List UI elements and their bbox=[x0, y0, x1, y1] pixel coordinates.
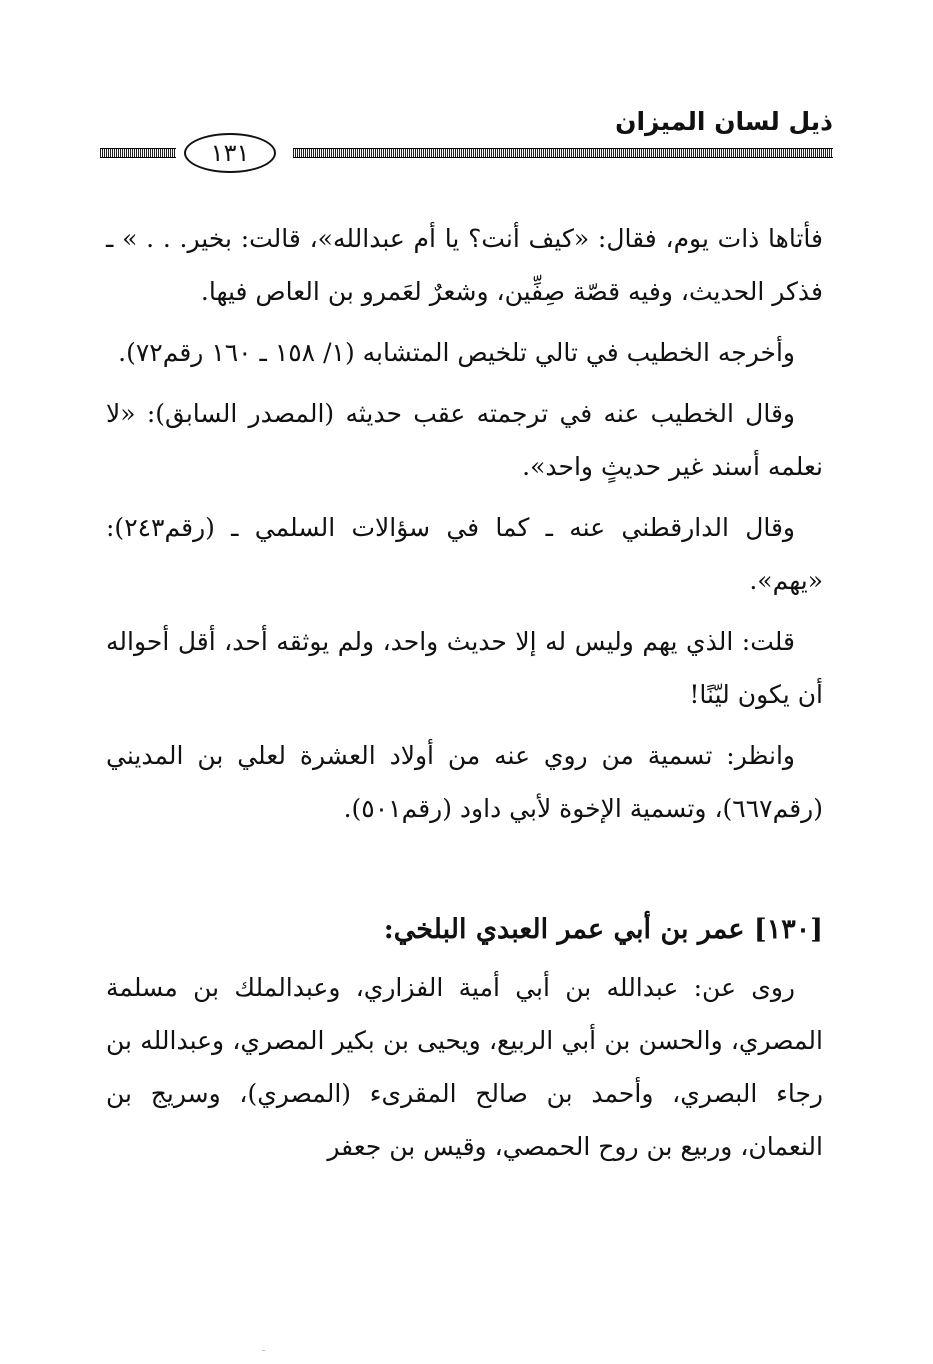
entry-heading: [١٣٠] عمر بن أبي عمر العبدي البلخي: bbox=[383, 914, 823, 945]
paragraph-daraqutni-quote: وقال الدارقطني عنه ـ كما في سؤالات السلمي ـ (رقم٢٤٣): «يهم». bbox=[106, 513, 823, 595]
header-rule-left bbox=[100, 148, 176, 158]
paragraph-narration: فأتاها ذات يوم، فقال: «كيف أنت؟ يا أم عبدالله»، قالت: بخير. . . » ـ فذكر الحديث، وفيه قصّة صِفِّين، وشعرٌ لعَمرو بن العاص فيها. bbox=[106, 224, 823, 306]
page-number: ١٣١ bbox=[184, 133, 276, 173]
entry-narrators-paragraph: روى عن: عبدالله بن أبي أمية الفزاري، وعبدالملك بن مسلمة المصري، والحسن بن أبي الربيع، ويحيى بن بكير المصري، وعبدالله بن رجاء البصري، وأحمد بن صالح المقرىء (المصري)، وسريج بن النعمان، وربيع بن روح الحمصي، وقيس بن جعفر bbox=[106, 973, 823, 1161]
page-content bbox=[106, 212, 823, 1181]
paragraph-khatib-quote: وقال الخطيب عنه في ترجمته عقب حديثه (المصدر السابق): «لا نعلمه أسند غير حديثٍ واحد». bbox=[106, 399, 823, 481]
section-spacer bbox=[106, 843, 823, 903]
paragraph-see-also: وانظر: تسمية من روي عنه من أولاد العشرة لعلي بن المديني (رقم٦٦٧)، وتسمية الإخوة لأبي داود (رقم٥٠١). bbox=[106, 741, 823, 823]
header-rule-right bbox=[293, 148, 833, 158]
page-header bbox=[100, 104, 833, 184]
book-title: ذيل لسان الميزان bbox=[615, 107, 833, 136]
paragraph-author-comment: قلت: الذي يهم وليس له إلا حديث واحد، ولم يوثقه أحد، أقل أحواله أن يكون ليّنًا! bbox=[106, 627, 823, 709]
page-speck bbox=[262, 1350, 265, 1351]
paragraph-khatib-takhrij: وأخرجه الخطيب في تالي تلخيص المتشابه (١/ ١٥٨ ـ ١٦٠ رقم٧٢). bbox=[118, 338, 795, 367]
